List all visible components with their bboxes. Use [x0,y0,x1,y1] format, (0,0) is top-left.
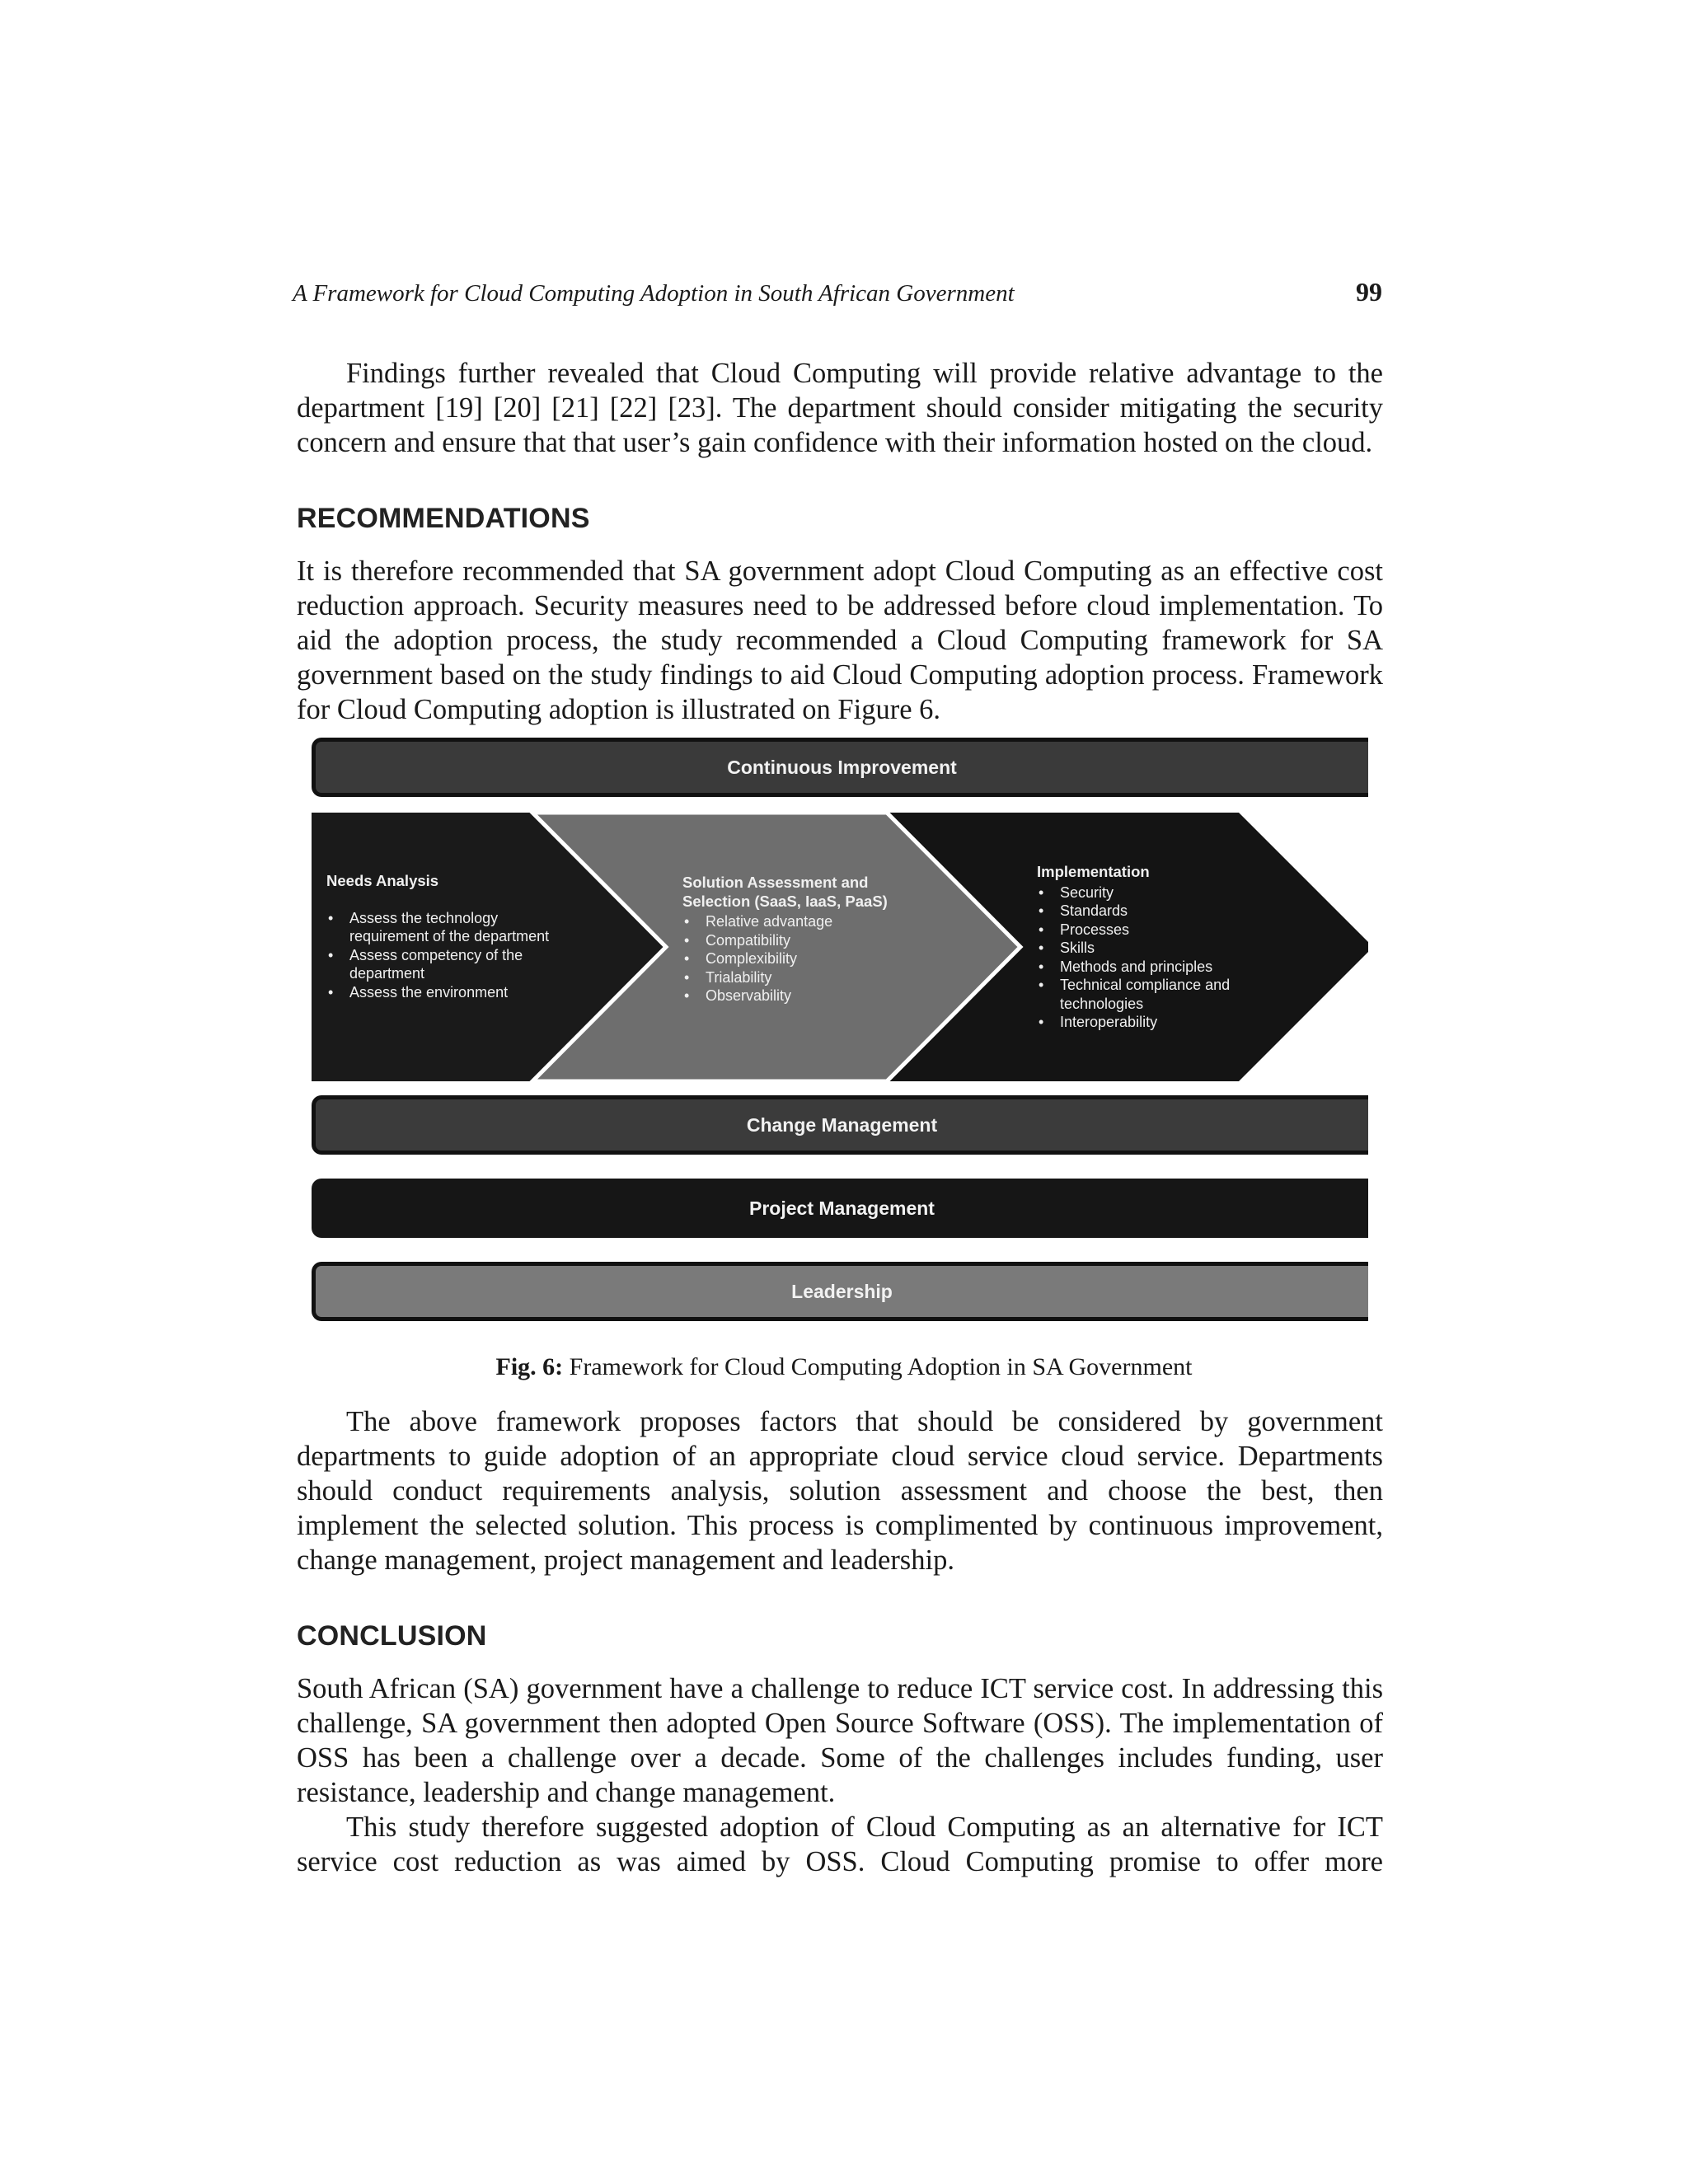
list-item: • Security [1037,883,1251,902]
caption-label: Fig. 6: [495,1353,564,1380]
change-management-band: Change Management [312,1095,1368,1155]
list-item: • Compatibility [682,931,889,950]
list-item: • Relative advantage [682,912,889,931]
implementation-text [1037,863,1251,1032]
conclusion-paragraph-2: This study therefore suggested adoption of Cloud Computing as an alternative for ICT service cost reduction as was aimed by OSS. Cloud Computing promise to offer more [297,1811,1383,1877]
solution-assessment-text [682,874,889,1005]
list-item: • Complexibility [682,949,889,968]
solution-assessment-list [682,912,889,1005]
list-item: • Standards [1037,902,1251,921]
project-management-band: Project Management [312,1179,1368,1238]
list-item: • Assess competency of the department [326,946,574,983]
conclusion-heading: CONCLUSION [297,1620,487,1652]
needs-analysis-title: Needs Analysis [326,872,439,889]
figure-caption [0,1353,1688,1381]
solution-assessment-title: Solution Assessment and Selection (SaaS, IaaS, PaaS) [682,874,888,910]
implementation-title: Implementation [1037,863,1150,880]
list-item: • Skills [1037,939,1251,958]
intro-paragraph: Findings further revealed that Cloud Computing will provide relative advantage to the department [19] [20] [21] [22] [23]. The department should consider mitigating the security concern and ensure that that user’s gain confidence with their information hosted on the cloud. [297,358,1383,458]
recommendations-paragraph: It is therefore recommended that SA government adopt Cloud Computing as an effective cost reduction approach. Security measures need to be addressed before cloud implementation. To aid the adoption process, the study recommended a Cloud Computing framework for SA government based on the study findings to aid Cloud Computing adoption process. Framework for Cloud Computing adoption is illustrated on Figure 6. [297,555,1383,725]
list-item: • Interoperability [1037,1013,1251,1032]
caption-text: Framework for Cloud Computing Adoption in SA Government [569,1353,1193,1380]
conclusion-paragraph-1: South African (SA) government have a challenge to reduce ICT service cost. In addressing this challenge, SA government then adopted Open Source Software (OSS). The implementation of OSS has been a challenge over a decade. Some of the challenges includes funding, user resistance, leadership and change management. [297,1673,1383,1808]
list-item: • Trialability [682,968,889,987]
running-title: A Framework for Cloud Computing Adoption in South African Government [293,280,1015,307]
list-item: • Technical compliance and technologies [1037,976,1251,1013]
list-item: • Methods and principles [1037,958,1251,977]
framework-figure [312,738,1368,1331]
framework-paragraph: The above framework proposes factors that should be considered by government departments to guide adoption of an appropriate cloud service cloud service. Departments should conduct requirements analysis, solution assessment and choose the best, then implement the selected solution. This process is complimented by continuous improvement, change management, project management and leadership. [297,1406,1383,1576]
recommendations-heading: RECOMMENDATIONS [297,503,590,534]
implementation-list [1037,883,1251,1032]
list-item: • Assess the environment [326,983,574,1002]
list-item: • Observability [682,987,889,1005]
running-header [293,277,1382,318]
needs-analysis-text [326,872,574,1001]
needs-analysis-list [326,909,574,1002]
continuous-improvement-band: Continuous Improvement [312,738,1368,797]
list-item: • Assess the technology requirement of the department [326,909,574,946]
leadership-band: Leadership [312,1262,1368,1321]
page-number: 99 [1356,277,1382,307]
list-item: • Processes [1037,921,1251,940]
